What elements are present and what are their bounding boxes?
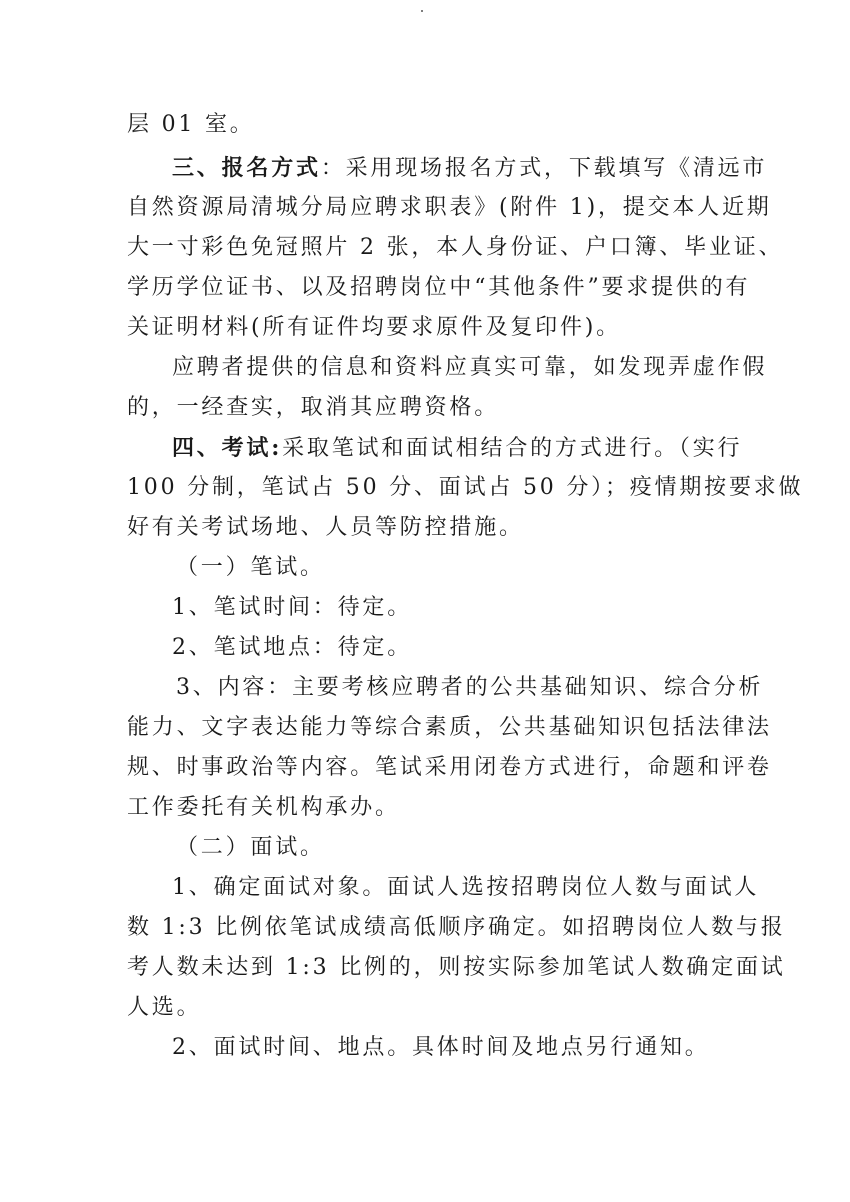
- text-line: 好有关考试场地、人员等防控措施。: [127, 515, 524, 540]
- text-line: 自然资源局清城分局应聘求职表》(附件 1)，提交本人近期: [127, 195, 772, 220]
- text-line: 的，一经查实，取消其应聘资格。: [127, 395, 500, 420]
- text-line: 大一寸彩色免冠照片 2 张，本人身份证、户口簿、毕业证、: [127, 235, 784, 260]
- text-line: 规、时事政治等内容。笔试采用闭卷方式进行，命题和评卷: [127, 755, 772, 780]
- text-line: 数 1:3 比例依笔试成绩高低顺序确定。如招聘岗位人数与报: [127, 915, 786, 940]
- subheading-written: （一）笔试。: [176, 555, 325, 580]
- text-line: 工作委托有关机构承办。: [127, 795, 400, 820]
- text-line: 考人数未达到 1:3 比例的，则按实际参加笔试人数确定面试: [127, 955, 786, 980]
- text-line: 层 01 室。: [127, 112, 255, 137]
- subheading-interview: （二）面试。: [176, 835, 325, 860]
- text-span: 采取笔试和面试相结合的方式进行。（实行: [282, 436, 743, 461]
- section-heading-exam: 四、考试:: [172, 435, 283, 461]
- text-line: 3、内容：主要考核应聘者的公共基础知识、综合分析: [176, 675, 764, 700]
- text-line: 1、笔试时间：待定。: [172, 595, 412, 620]
- text-line: 能力、文字表达能力等综合素质，公共基础知识包括法律法: [127, 715, 772, 740]
- text-line: 应聘者提供的信息和资料应真实可靠，如发现弄虚作假: [172, 355, 768, 380]
- text-line: 人选。: [127, 995, 202, 1020]
- text-line: 2、笔试地点：待定。: [172, 635, 412, 660]
- text-span: ：采用现场报名方式，下载填写《清远市: [320, 156, 768, 181]
- page-mark: [421, 10, 423, 12]
- section-heading-line: [172, 153, 767, 184]
- text-line: 2、面试时间、地点。具体时间及地点另行通知。: [172, 1035, 710, 1060]
- section-heading-line: [172, 433, 742, 464]
- text-line: 100 分制，笔试占 50 分、面试占 50 分）；疫情期按要求做: [127, 475, 804, 500]
- text-line: 学历学位证书、以及招聘岗位中“其他条件”要求提供的有: [127, 275, 751, 300]
- text-line: 关证明材料(所有证件均要求原件及复印件)。: [127, 315, 621, 340]
- section-heading-registration: 三、报名方式: [172, 155, 321, 181]
- text-line: 1、确定面试对象。面试人选按招聘岗位人数与面试人: [172, 875, 760, 900]
